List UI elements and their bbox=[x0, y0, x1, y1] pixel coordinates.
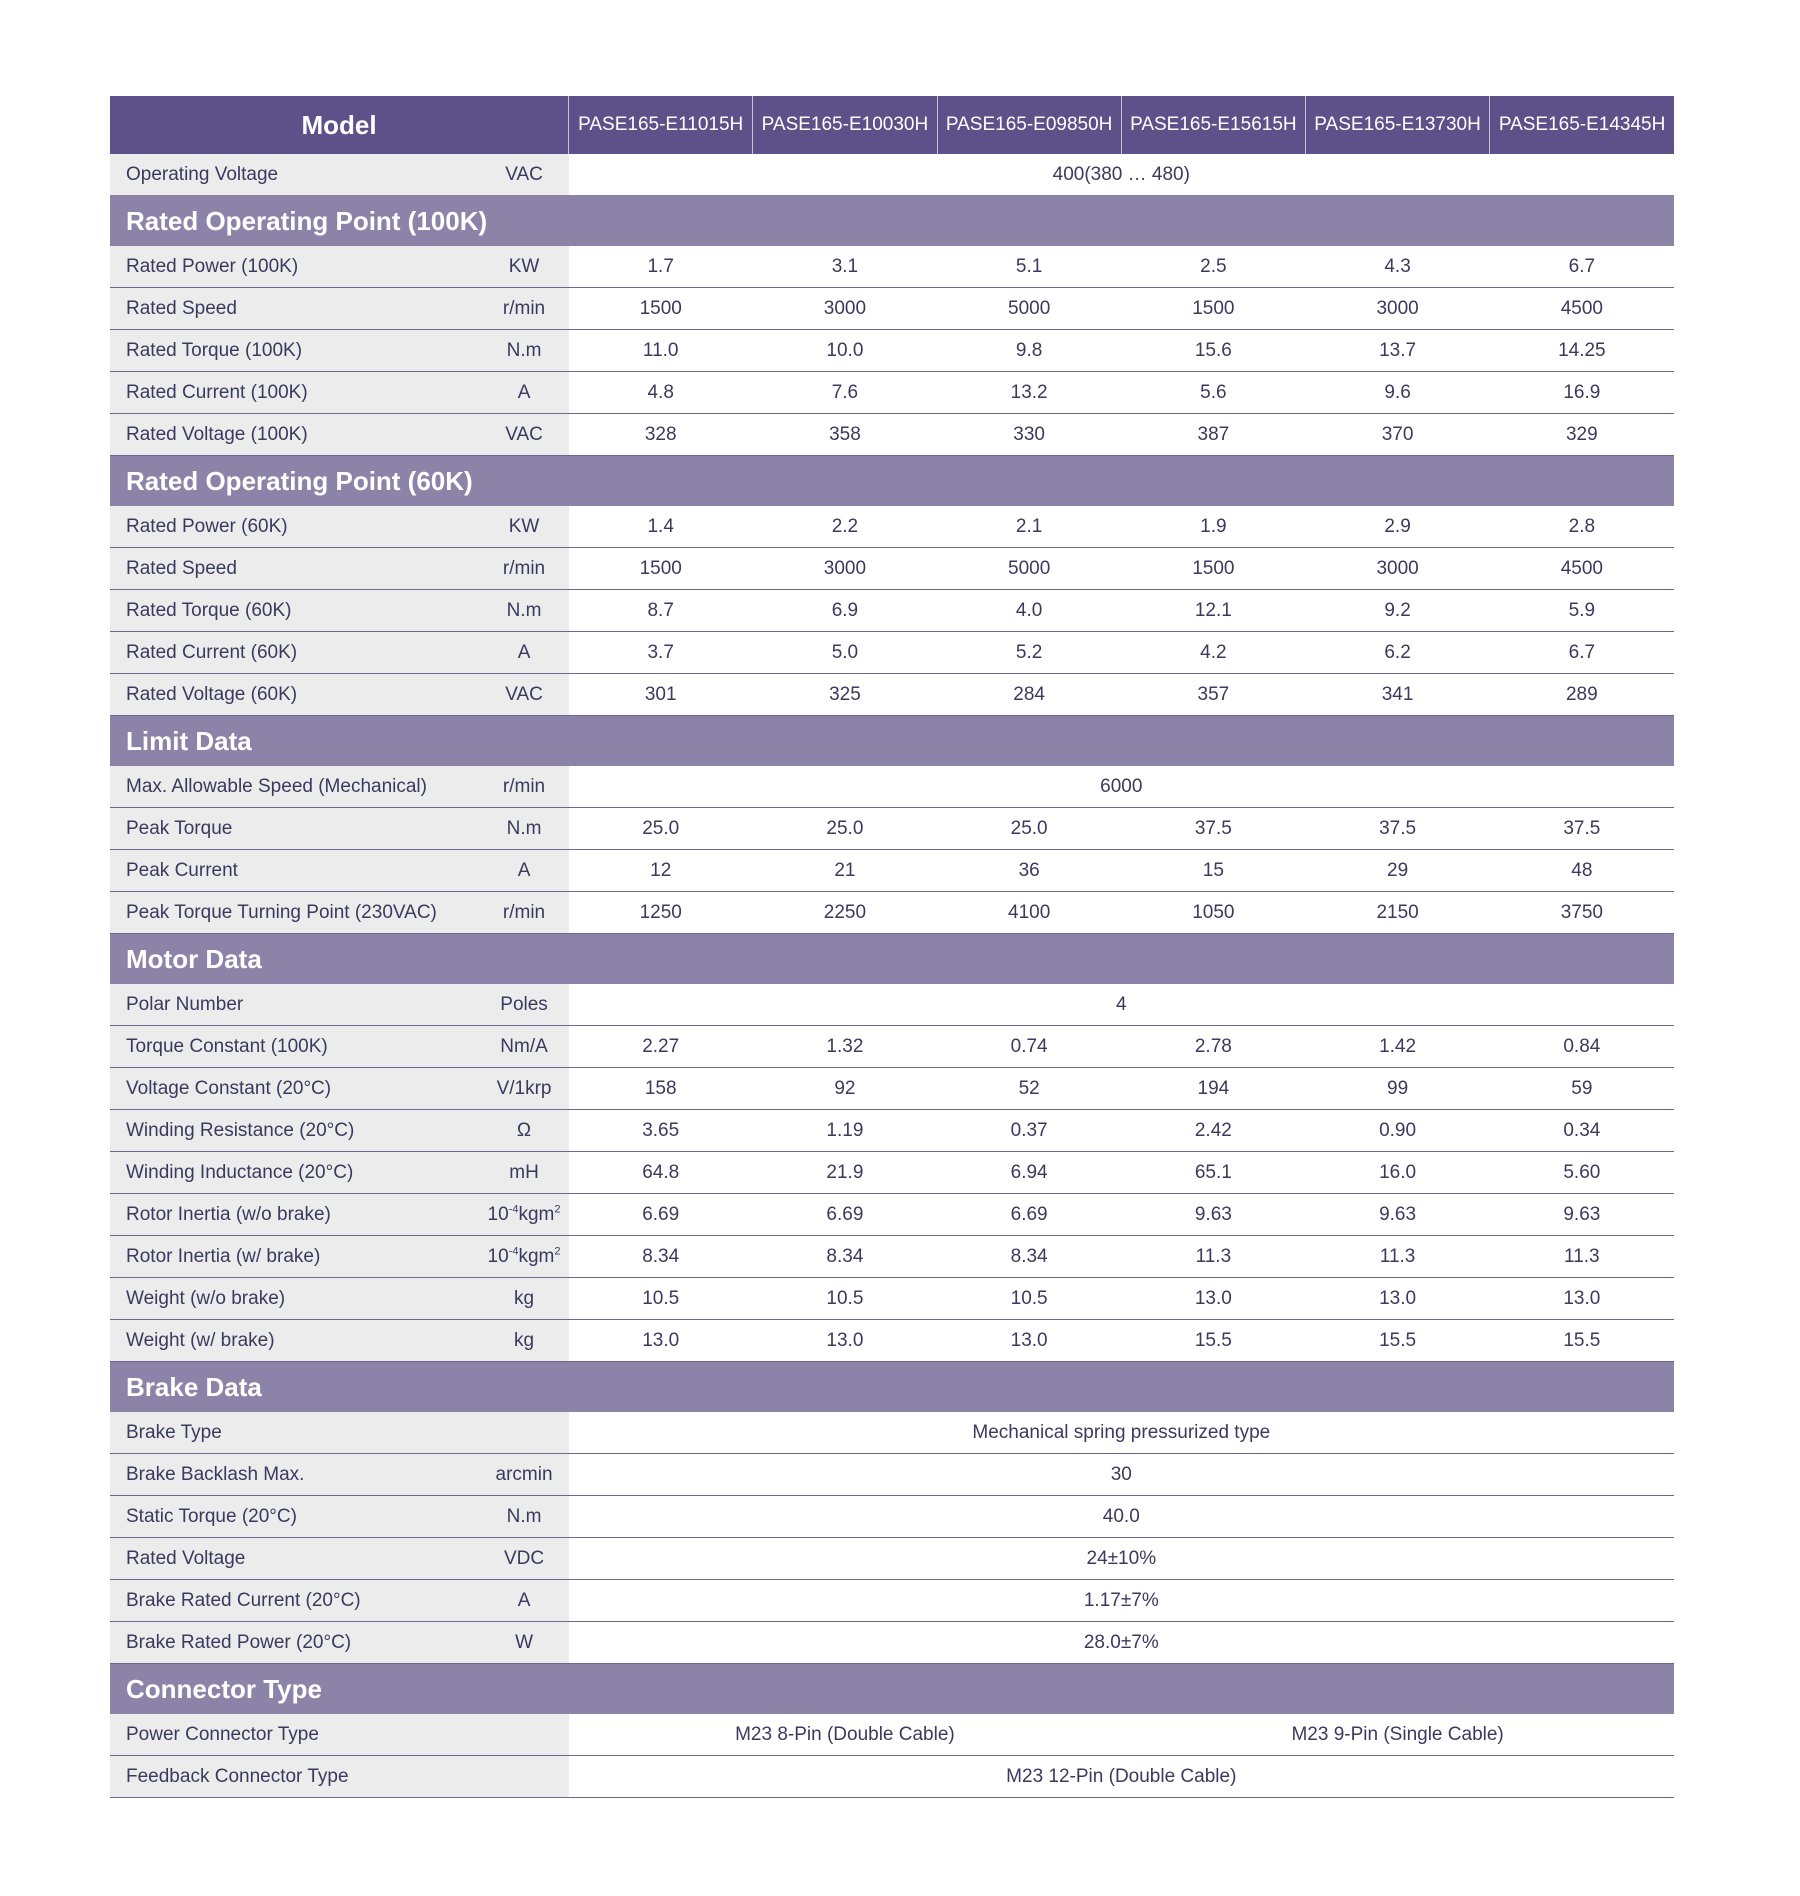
unit-label bbox=[479, 1756, 568, 1798]
value-cell: 13.7 bbox=[1305, 330, 1489, 372]
value-cell: 6.2 bbox=[1305, 632, 1489, 674]
value-cell: 370 bbox=[1305, 414, 1489, 456]
unit-label: N.m bbox=[479, 330, 568, 372]
value-cell: 5.6 bbox=[1121, 372, 1305, 414]
unit-label: KW bbox=[479, 506, 568, 548]
value-cell: 14.25 bbox=[1490, 330, 1674, 372]
spec-row-brake-rated-current-20-c bbox=[110, 1580, 1674, 1622]
param-label: Brake Rated Power (20°C) bbox=[110, 1622, 479, 1664]
spec-row-brake-backlash-max bbox=[110, 1454, 1674, 1496]
param-label: Winding Resistance (20°C) bbox=[110, 1110, 479, 1152]
unit-label: r/min bbox=[479, 892, 568, 934]
unit-label: N.m bbox=[479, 1496, 568, 1538]
value-cell: 289 bbox=[1490, 674, 1674, 716]
value-cell: 6.7 bbox=[1490, 632, 1674, 674]
model-header-label: Model bbox=[110, 96, 569, 154]
param-label: Rated Power (100K) bbox=[110, 246, 479, 288]
value-cell: 11.3 bbox=[1121, 1236, 1305, 1278]
unit-label bbox=[479, 1412, 568, 1454]
value-cell: 4.8 bbox=[569, 372, 753, 414]
param-label: Voltage Constant (20°C) bbox=[110, 1068, 479, 1110]
section-header-connector-type bbox=[110, 1664, 1674, 1715]
unit-label: arcmin bbox=[479, 1454, 568, 1496]
unit-label: A bbox=[479, 632, 568, 674]
spec-row-rated-power-100k bbox=[110, 246, 1674, 288]
value-cell: 1500 bbox=[569, 548, 753, 590]
value-cell-merged: 6000 bbox=[569, 766, 1674, 808]
value-cell: 8.34 bbox=[937, 1236, 1121, 1278]
value-cell: 2.9 bbox=[1305, 506, 1489, 548]
value-cell: 59 bbox=[1490, 1068, 1674, 1110]
value-cell: 5.2 bbox=[937, 632, 1121, 674]
value-cell: 4500 bbox=[1490, 548, 1674, 590]
value-cell: 3.7 bbox=[569, 632, 753, 674]
value-cell: 6.69 bbox=[753, 1194, 937, 1236]
spec-row-feedback-connector-type bbox=[110, 1756, 1674, 1798]
spec-row-rated-power-60k bbox=[110, 506, 1674, 548]
value-cell: 21.9 bbox=[753, 1152, 937, 1194]
value-cell: 25.0 bbox=[937, 808, 1121, 850]
unit-label: r/min bbox=[479, 288, 568, 330]
param-label: Polar Number bbox=[110, 984, 479, 1026]
value-cell: 2.27 bbox=[569, 1026, 753, 1068]
value-cell: 37.5 bbox=[1121, 808, 1305, 850]
value-cell: 11.0 bbox=[569, 330, 753, 372]
model-name: PASE165-E14345H bbox=[1490, 96, 1674, 154]
value-cell: 9.6 bbox=[1305, 372, 1489, 414]
value-cell: 387 bbox=[1121, 414, 1305, 456]
section-header-rated-operating-point-60k bbox=[110, 456, 1674, 507]
value-cell: 15.5 bbox=[1490, 1320, 1674, 1362]
value-cell: 325 bbox=[753, 674, 937, 716]
value-cell: 11.3 bbox=[1305, 1236, 1489, 1278]
unit-label: N.m bbox=[479, 808, 568, 850]
value-cell: 15.5 bbox=[1121, 1320, 1305, 1362]
value-cell: 10.0 bbox=[753, 330, 937, 372]
value-cell-merged: 400(380 … 480) bbox=[569, 154, 1674, 196]
value-cell: 6.94 bbox=[937, 1152, 1121, 1194]
value-cell: 13.2 bbox=[937, 372, 1121, 414]
value-cell: 1250 bbox=[569, 892, 753, 934]
param-label: Rated Torque (100K) bbox=[110, 330, 479, 372]
section-header-motor-data bbox=[110, 934, 1674, 985]
value-cell: 1500 bbox=[1121, 548, 1305, 590]
spec-row-rated-current-60k bbox=[110, 632, 1674, 674]
unit-label: mH bbox=[479, 1152, 568, 1194]
param-label: Peak Torque Turning Point (230VAC) bbox=[110, 892, 479, 934]
value-cell: 6.7 bbox=[1490, 246, 1674, 288]
unit-label: VAC bbox=[479, 154, 568, 196]
value-cell: 48 bbox=[1490, 850, 1674, 892]
section-title: Rated Operating Point (60K) bbox=[110, 456, 1674, 507]
value-cell-merged: 30 bbox=[569, 1454, 1674, 1496]
value-cell: 10.5 bbox=[569, 1278, 753, 1320]
spec-row-static-torque-20-c bbox=[110, 1496, 1674, 1538]
value-cell: 330 bbox=[937, 414, 1121, 456]
unit-label: r/min bbox=[479, 548, 568, 590]
spec-row-rated-voltage-100k bbox=[110, 414, 1674, 456]
param-label: Static Torque (20°C) bbox=[110, 1496, 479, 1538]
value-cell: 5000 bbox=[937, 288, 1121, 330]
value-cell: 3000 bbox=[1305, 548, 1489, 590]
unit-label bbox=[479, 1714, 568, 1756]
value-cell-merged: M23 8-Pin (Double Cable) bbox=[569, 1714, 1122, 1756]
param-label: Peak Current bbox=[110, 850, 479, 892]
unit-label: $10^{-4}kgm^2$ bbox=[479, 1236, 568, 1278]
param-label: Power Connector Type bbox=[110, 1714, 479, 1756]
value-cell: 8.34 bbox=[569, 1236, 753, 1278]
param-label: Weight (w/ brake) bbox=[110, 1320, 479, 1362]
value-cell: 1500 bbox=[1121, 288, 1305, 330]
param-label: Rotor Inertia (w/ brake) bbox=[110, 1236, 479, 1278]
value-cell: 13.0 bbox=[937, 1320, 1121, 1362]
value-cell: 15.5 bbox=[1305, 1320, 1489, 1362]
value-cell: 1500 bbox=[569, 288, 753, 330]
value-cell: 4500 bbox=[1490, 288, 1674, 330]
value-cell: 37.5 bbox=[1305, 808, 1489, 850]
section-header-brake-data bbox=[110, 1362, 1674, 1413]
spec-row-weight-w-brake bbox=[110, 1320, 1674, 1362]
unit-label: Ω bbox=[479, 1110, 568, 1152]
spec-row-winding-inductance-20-c bbox=[110, 1152, 1674, 1194]
model-name: PASE165-E11015H bbox=[569, 96, 753, 154]
unit-label: N.m bbox=[479, 590, 568, 632]
unit-label: VAC bbox=[479, 674, 568, 716]
value-cell: 12 bbox=[569, 850, 753, 892]
spec-row-torque-constant-100k bbox=[110, 1026, 1674, 1068]
value-cell: 1.7 bbox=[569, 246, 753, 288]
unit-label: VDC bbox=[479, 1538, 568, 1580]
spec-row-brake-rated-power-20-c bbox=[110, 1622, 1674, 1664]
value-cell: 2.2 bbox=[753, 506, 937, 548]
unit-superscript: 2 bbox=[554, 1203, 561, 1216]
value-cell: 12.1 bbox=[1121, 590, 1305, 632]
unit-label: kg bbox=[479, 1278, 568, 1320]
model-name: PASE165-E10030H bbox=[753, 96, 937, 154]
value-cell: 37.5 bbox=[1490, 808, 1674, 850]
unit-label: $10^{-4}kgm^2$ bbox=[479, 1194, 568, 1236]
section-title: Limit Data bbox=[110, 716, 1674, 767]
spec-table-container bbox=[110, 96, 1674, 1798]
param-label: Rated Speed bbox=[110, 288, 479, 330]
value-cell: 341 bbox=[1305, 674, 1489, 716]
value-cell: 13.0 bbox=[1121, 1278, 1305, 1320]
value-cell: 9.63 bbox=[1490, 1194, 1674, 1236]
spec-row-peak-current bbox=[110, 850, 1674, 892]
value-cell-merged: M23 9-Pin (Single Cable) bbox=[1121, 1714, 1674, 1756]
value-cell: 92 bbox=[753, 1068, 937, 1110]
param-label: Rotor Inertia (w/o brake) bbox=[110, 1194, 479, 1236]
value-cell: 15.6 bbox=[1121, 330, 1305, 372]
param-label: Feedback Connector Type bbox=[110, 1756, 479, 1798]
value-cell: 2.5 bbox=[1121, 246, 1305, 288]
unit-label: kg bbox=[479, 1320, 568, 1362]
spec-row-brake-type bbox=[110, 1412, 1674, 1454]
value-cell: 158 bbox=[569, 1068, 753, 1110]
value-cell-merged: 28.0±7% bbox=[569, 1622, 1674, 1664]
section-header-rated-operating-point-100k bbox=[110, 196, 1674, 247]
spec-row-polar-number bbox=[110, 984, 1674, 1026]
model-name: PASE165-E13730H bbox=[1305, 96, 1489, 154]
value-cell-merged: 1.17±7% bbox=[569, 1580, 1674, 1622]
value-cell: 329 bbox=[1490, 414, 1674, 456]
value-cell: 64.8 bbox=[569, 1152, 753, 1194]
unit-superscript: 2 bbox=[554, 1245, 561, 1258]
param-label: Operating Voltage bbox=[110, 154, 479, 196]
value-cell: 357 bbox=[1121, 674, 1305, 716]
param-label: Rated Power (60K) bbox=[110, 506, 479, 548]
value-cell: 21 bbox=[753, 850, 937, 892]
value-cell: 99 bbox=[1305, 1068, 1489, 1110]
spec-row-rated-voltage-60k bbox=[110, 674, 1674, 716]
value-cell: 16.0 bbox=[1305, 1152, 1489, 1194]
value-cell: 2.1 bbox=[937, 506, 1121, 548]
spec-row-rotor-inertia-w-brake bbox=[110, 1236, 1674, 1278]
value-cell: 13.0 bbox=[569, 1320, 753, 1362]
value-cell: 10.5 bbox=[937, 1278, 1121, 1320]
section-title: Motor Data bbox=[110, 934, 1674, 985]
value-cell: 1.4 bbox=[569, 506, 753, 548]
value-cell: 0.34 bbox=[1490, 1110, 1674, 1152]
value-cell: 2150 bbox=[1305, 892, 1489, 934]
value-cell: 1050 bbox=[1121, 892, 1305, 934]
value-cell: 13.0 bbox=[753, 1320, 937, 1362]
value-cell: 5.60 bbox=[1490, 1152, 1674, 1194]
param-label: Brake Type bbox=[110, 1412, 479, 1454]
spec-row-max-allowable-speed-mechanical bbox=[110, 766, 1674, 808]
value-cell: 36 bbox=[937, 850, 1121, 892]
param-label: Rated Voltage bbox=[110, 1538, 479, 1580]
spec-row-peak-torque bbox=[110, 808, 1674, 850]
value-cell: 4.3 bbox=[1305, 246, 1489, 288]
spec-row-rated-speed bbox=[110, 548, 1674, 590]
param-label: Rated Voltage (100K) bbox=[110, 414, 479, 456]
value-cell: 8.34 bbox=[753, 1236, 937, 1278]
spec-row-rotor-inertia-w-o-brake bbox=[110, 1194, 1674, 1236]
unit-label: A bbox=[479, 372, 568, 414]
value-cell: 25.0 bbox=[753, 808, 937, 850]
value-cell: 11.3 bbox=[1490, 1236, 1674, 1278]
value-cell: 3.1 bbox=[753, 246, 937, 288]
spec-row-rated-torque-60k bbox=[110, 590, 1674, 632]
value-cell: 25.0 bbox=[569, 808, 753, 850]
value-cell: 3.65 bbox=[569, 1110, 753, 1152]
spec-row-operating-voltage bbox=[110, 154, 1674, 196]
unit-label: VAC bbox=[479, 414, 568, 456]
value-cell: 5000 bbox=[937, 548, 1121, 590]
value-cell: 3000 bbox=[1305, 288, 1489, 330]
spec-row-rated-voltage bbox=[110, 1538, 1674, 1580]
param-label: Max. Allowable Speed (Mechanical) bbox=[110, 766, 479, 808]
section-header-limit-data bbox=[110, 716, 1674, 767]
value-cell: 194 bbox=[1121, 1068, 1305, 1110]
section-title: Brake Data bbox=[110, 1362, 1674, 1413]
value-cell: 4100 bbox=[937, 892, 1121, 934]
value-cell: 3000 bbox=[753, 288, 937, 330]
value-cell-merged: M23 12-Pin (Double Cable) bbox=[569, 1756, 1674, 1798]
spec-table bbox=[110, 96, 1674, 1798]
value-cell: 284 bbox=[937, 674, 1121, 716]
param-label: Brake Backlash Max. bbox=[110, 1454, 479, 1496]
spec-row-weight-w-o-brake bbox=[110, 1278, 1674, 1320]
spec-row-power-connector-type bbox=[110, 1714, 1674, 1756]
param-label: Rated Torque (60K) bbox=[110, 590, 479, 632]
value-cell: 0.74 bbox=[937, 1026, 1121, 1068]
value-cell: 0.90 bbox=[1305, 1110, 1489, 1152]
value-cell: 8.7 bbox=[569, 590, 753, 632]
value-cell: 6.69 bbox=[569, 1194, 753, 1236]
unit-label: A bbox=[479, 850, 568, 892]
value-cell: 0.37 bbox=[937, 1110, 1121, 1152]
unit-label: V/1krp bbox=[479, 1068, 568, 1110]
value-cell: 5.1 bbox=[937, 246, 1121, 288]
value-cell: 2.42 bbox=[1121, 1110, 1305, 1152]
value-cell: 13.0 bbox=[1490, 1278, 1674, 1320]
spec-row-rated-torque-100k bbox=[110, 330, 1674, 372]
value-cell: 1.9 bbox=[1121, 506, 1305, 548]
unit-label: r/min bbox=[479, 766, 568, 808]
value-cell: 2.8 bbox=[1490, 506, 1674, 548]
value-cell: 9.63 bbox=[1305, 1194, 1489, 1236]
spec-row-winding-resistance-20-c bbox=[110, 1110, 1674, 1152]
value-cell: 9.63 bbox=[1121, 1194, 1305, 1236]
value-cell-merged: Mechanical spring pressurized type bbox=[569, 1412, 1674, 1454]
spec-row-voltage-constant-20-c bbox=[110, 1068, 1674, 1110]
param-label: Rated Speed bbox=[110, 548, 479, 590]
unit-superscript: -4 bbox=[508, 1245, 519, 1258]
value-cell: 358 bbox=[753, 414, 937, 456]
value-cell: 15 bbox=[1121, 850, 1305, 892]
value-cell-merged: 4 bbox=[569, 984, 1674, 1026]
value-cell: 2250 bbox=[753, 892, 937, 934]
value-cell: 328 bbox=[569, 414, 753, 456]
value-cell: 6.69 bbox=[937, 1194, 1121, 1236]
value-cell: 5.0 bbox=[753, 632, 937, 674]
value-cell: 52 bbox=[937, 1068, 1121, 1110]
section-title: Connector Type bbox=[110, 1664, 1674, 1715]
param-label: Peak Torque bbox=[110, 808, 479, 850]
unit-label: Nm/A bbox=[479, 1026, 568, 1068]
param-label: Weight (w/o brake) bbox=[110, 1278, 479, 1320]
value-cell: 3750 bbox=[1490, 892, 1674, 934]
unit-label: A bbox=[479, 1580, 568, 1622]
value-cell: 2.78 bbox=[1121, 1026, 1305, 1068]
unit-label: KW bbox=[479, 246, 568, 288]
spec-row-rated-speed bbox=[110, 288, 1674, 330]
param-label: Brake Rated Current (20°C) bbox=[110, 1580, 479, 1622]
model-name: PASE165-E15615H bbox=[1121, 96, 1305, 154]
model-header-row bbox=[110, 96, 1674, 154]
value-cell: 10.5 bbox=[753, 1278, 937, 1320]
value-cell: 9.2 bbox=[1305, 590, 1489, 632]
value-cell: 301 bbox=[569, 674, 753, 716]
param-label: Torque Constant (100K) bbox=[110, 1026, 479, 1068]
value-cell: 1.19 bbox=[753, 1110, 937, 1152]
param-label: Rated Current (100K) bbox=[110, 372, 479, 414]
spec-row-peak-torque-turning-point-230vac bbox=[110, 892, 1674, 934]
value-cell: 1.32 bbox=[753, 1026, 937, 1068]
value-cell-merged: 24±10% bbox=[569, 1538, 1674, 1580]
value-cell: 7.6 bbox=[753, 372, 937, 414]
unit-label: W bbox=[479, 1622, 568, 1664]
value-cell: 0.84 bbox=[1490, 1026, 1674, 1068]
unit-superscript: -4 bbox=[508, 1203, 519, 1216]
value-cell: 1.42 bbox=[1305, 1026, 1489, 1068]
section-title: Rated Operating Point (100K) bbox=[110, 196, 1674, 247]
value-cell: 4.0 bbox=[937, 590, 1121, 632]
value-cell: 3000 bbox=[753, 548, 937, 590]
param-label: Rated Current (60K) bbox=[110, 632, 479, 674]
value-cell: 6.9 bbox=[753, 590, 937, 632]
model-name: PASE165-E09850H bbox=[937, 96, 1121, 154]
value-cell: 16.9 bbox=[1490, 372, 1674, 414]
value-cell: 9.8 bbox=[937, 330, 1121, 372]
value-cell: 29 bbox=[1305, 850, 1489, 892]
spec-row-rated-current-100k bbox=[110, 372, 1674, 414]
value-cell-merged: 40.0 bbox=[569, 1496, 1674, 1538]
param-label: Winding Inductance (20°C) bbox=[110, 1152, 479, 1194]
unit-label: Poles bbox=[479, 984, 568, 1026]
value-cell: 4.2 bbox=[1121, 632, 1305, 674]
value-cell: 13.0 bbox=[1305, 1278, 1489, 1320]
param-label: Rated Voltage (60K) bbox=[110, 674, 479, 716]
value-cell: 65.1 bbox=[1121, 1152, 1305, 1194]
value-cell: 5.9 bbox=[1490, 590, 1674, 632]
